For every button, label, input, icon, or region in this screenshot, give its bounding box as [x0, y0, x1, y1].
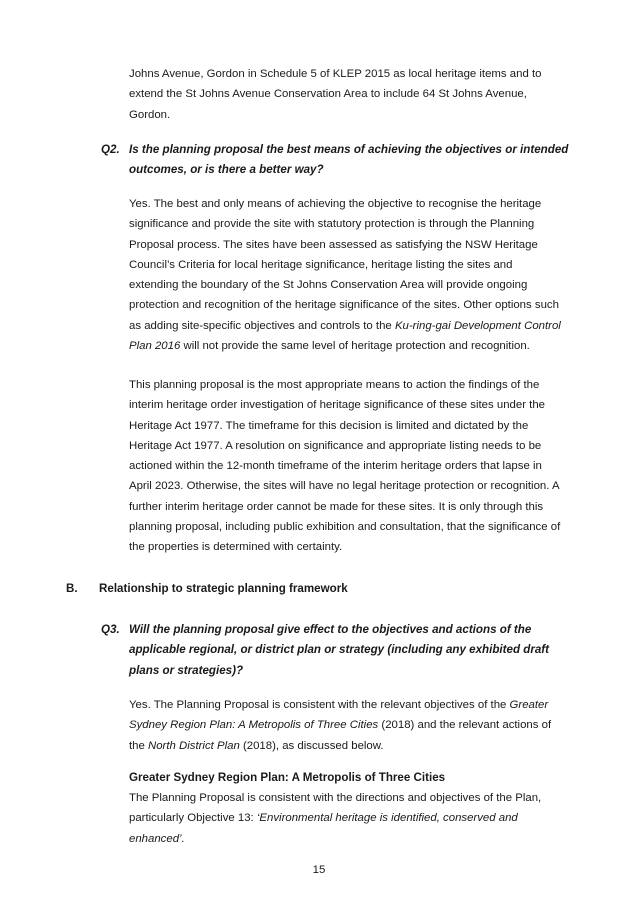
text-line: Sydney Region Plan: A Metropolis of Three Cities (2018) and the relevant actions of	[129, 719, 552, 732]
text-line: Heritage Act 1977. The timeframe for this decision is limited and dictated by the	[129, 419, 529, 432]
plan-title-italic: Plan 2016	[129, 340, 181, 353]
text-line: Will the planning proposal give effect to the objectives and actions of the	[129, 623, 532, 636]
section-title: Relationship to strategic planning framework	[99, 582, 348, 595]
q2-answer-paragraph-2	[129, 375, 581, 558]
text-line: plans or strategies)?	[129, 663, 244, 677]
text-line: extending the boundary of the St Johns Conservation Area will provide ongoing	[129, 279, 528, 292]
text-line	[129, 829, 581, 849]
q3-answer-paragraph	[129, 695, 581, 756]
text-line: planning proposal, including public exhibition and consultation, that the significance of	[129, 521, 561, 534]
text-line: Proposal process. The sites have been assessed as satisfying the NSW Heritage	[129, 238, 538, 251]
objective-quote-italic: enhanced’.	[129, 832, 185, 845]
text-line: Heritage Act 1977. A resolution on significance and appropriate listing needs to be	[129, 439, 542, 452]
text-line: April 2023. Otherwise, the sites will have no legal heritage protection or recognition. A	[129, 480, 560, 493]
text-line: Council’s Criteria for local heritage significance, heritage listing the sites and	[129, 258, 513, 271]
text-line: Yes. The Planning Proposal is consistent with the relevant objectives of the Greater	[129, 699, 549, 711]
text-line: Johns Avenue, Gordon in Schedule 5 of KLEP 2015 as local heritage items and to	[129, 68, 542, 80]
question-text	[129, 140, 581, 181]
subheading-gsrp: Greater Sydney Region Plan: A Metropolis of Three Cities	[129, 771, 446, 784]
objective-quote-italic: ‘Environmental heritage is identified, conserved and	[256, 812, 518, 825]
plan-title-italic: Ku-ring-gai Development Control	[394, 319, 561, 332]
plan-title-italic: Sydney Region Plan: A Metropolis of Three Cities	[129, 719, 379, 732]
q2-answer-paragraph-1	[129, 194, 581, 356]
text-line: applicable regional, or district plan or strategy (including any exhibited draft	[129, 643, 550, 657]
section-letter: B.	[66, 582, 78, 595]
text-line: This planning proposal is the most appropriate means to action the findings of the	[129, 379, 540, 391]
text-line: extend the St Johns Avenue Conservation Area to include 64 St Johns Avenue,	[129, 88, 527, 101]
text-line: the North District Plan (2018), as discussed below.	[129, 739, 384, 752]
question-label: Q2.	[101, 143, 120, 156]
plan-title-italic: Greater	[509, 699, 549, 711]
page-number: 15	[312, 864, 326, 876]
text-line: Plan 2016 will not provide the same level of heritage protection and recognition.	[129, 340, 530, 353]
text-line: particularly Objective 13: ‘Environmental heritage is identified, conserved and	[129, 812, 518, 825]
text-line: interim heritage order investigation of heritage significance of these sites under the	[129, 399, 545, 412]
intro-paragraph	[129, 64, 581, 125]
text-line: Gordon.	[129, 108, 171, 121]
text-line: Yes. The best and only means of achieving the objective to recognise the heritage	[129, 198, 542, 210]
text-line: as adding site-specific objectives and controls to the Ku-ring-gai Development Control	[129, 319, 561, 332]
text-line: The Planning Proposal is consistent with the directions and objectives of the Plan,	[129, 792, 542, 804]
plan-title-italic: North District Plan	[148, 739, 240, 752]
text-line: outcomes, or is there a better way?	[129, 163, 324, 177]
text-line: the properties is determined with certainty.	[129, 541, 343, 554]
text-line: Is the planning proposal the best means of achieving the objectives or intended	[129, 143, 569, 156]
text-line: further interim heritage order cannot be made for these sites. It is only through this	[129, 500, 544, 513]
question-label: Q3.	[101, 623, 120, 636]
text-line: significance and provide the site with statutory protection is through the Planning	[129, 218, 535, 231]
question-text	[129, 620, 581, 681]
text-line: protection and recognition of the heritage significance of the sites. Other options such	[129, 299, 559, 312]
gsrp-paragraph	[129, 788, 581, 849]
text-line: actioned within the 12-month timeframe of the interim heritage orders that lapse in	[129, 460, 542, 473]
